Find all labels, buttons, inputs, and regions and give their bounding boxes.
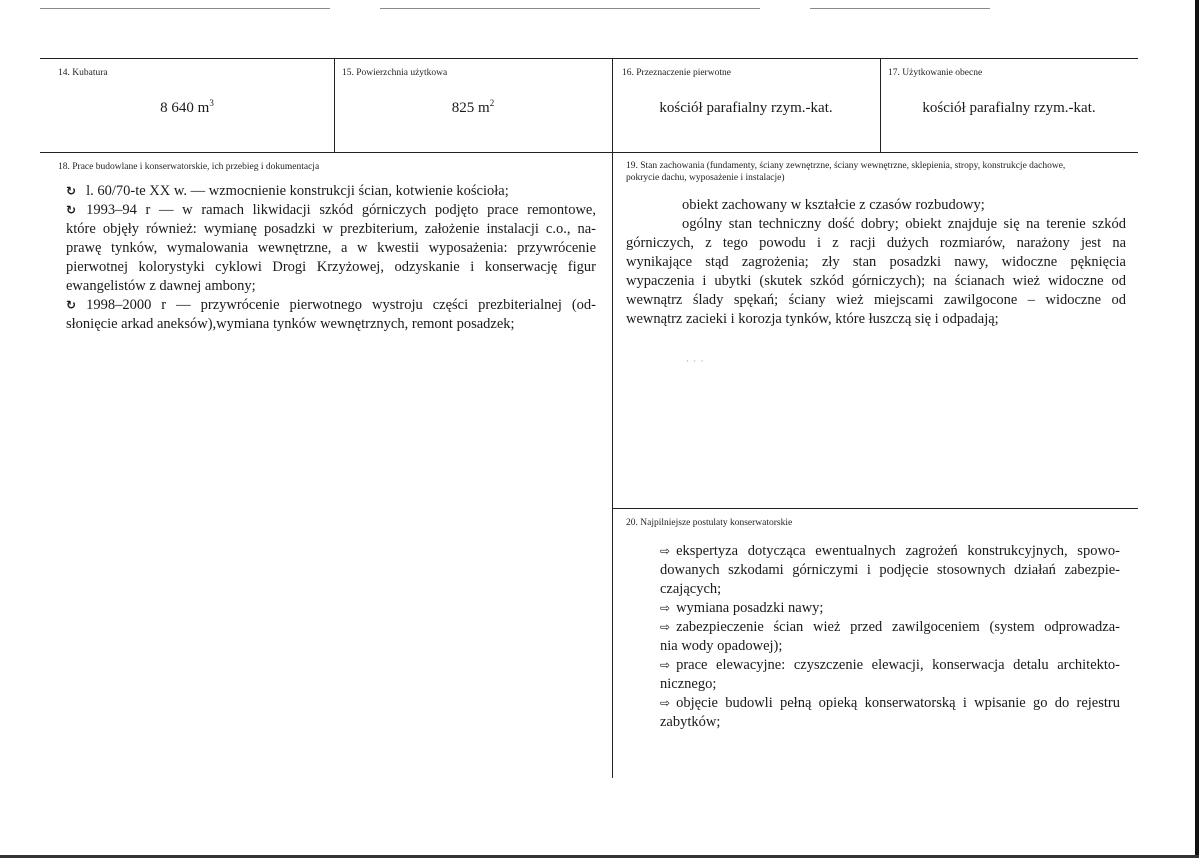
table-row-rule <box>40 152 1138 153</box>
text-line: pierwotnej kolorystyki cyklowi Drogi Krzyżowej, odzyskanie i konserwację figur <box>66 259 596 275</box>
outline-right-arrow-icon: ⇨ <box>660 620 671 634</box>
clockwise-arrow-icon: ↻ <box>66 203 77 217</box>
text-line: ewangelistów z dawnej ambony; <box>66 278 256 294</box>
table-top-rule <box>40 58 1138 59</box>
field-15-label: 15. Powierzchnia użytkowa <box>342 68 448 78</box>
outline-right-arrow-icon: ⇨ <box>660 601 671 615</box>
clockwise-arrow-icon: ↻ <box>66 184 77 198</box>
list-item: ⇨ objęcie budowli pełną opieką konserwatorską i wpisanie go do rejestru <box>660 695 1120 711</box>
text-line: wynikające stąd zagrożenia; zły stan posadzki nawy, widoczne pęknięcia <box>626 254 1126 270</box>
outline-right-arrow-icon: ⇨ <box>660 696 671 710</box>
list-item: ⇨ prace elewacyjne: czyszczenie elewacji, konserwacja detalu architekto- <box>660 657 1120 673</box>
field-20-label: 20. Najpilniejsze postulaty konserwatorskie <box>626 518 793 528</box>
field-20-content <box>660 542 1120 732</box>
outline-right-arrow-icon: ⇨ <box>660 658 671 672</box>
field-19-content <box>626 196 1126 329</box>
field-18-label: 18. Prace budowlane i konserwatorskie, ich przebieg i dokumentacja <box>58 162 320 172</box>
field-14-label: 14. Kubatura <box>58 68 108 78</box>
text-line: które objęły również: wymianę posadzki w prezbiterium, założenie instalacji c.o., na- <box>66 221 596 237</box>
text-line: wewnątrz zacieki i korozja tynków, które łuszczą się i odpadają; <box>626 311 999 327</box>
page-edge <box>1195 0 1199 858</box>
scan-artifact-line <box>40 8 330 9</box>
field-19-label: 19. Stan zachowania (fundamenty, ściany zewnętrzne, ściany wewnętrzne, sklepienia, stropy, konstrukcje dachowe, pokrycie dachu, wyposażenie i instalacje) <box>626 161 1066 183</box>
field-18-content <box>66 182 596 334</box>
field-14-value: 8 640 $m^3$ <box>160 98 214 116</box>
field-17-label: 17. Użytkowanie obecne <box>888 68 983 78</box>
outline-right-arrow-icon: ⇨ <box>660 544 671 558</box>
text-line: słonięcie arkad aneksów),wymiana tynków wewnętrznych, remont posadzek; <box>66 316 515 332</box>
field-17-value: kościół parafialny rzym.-kat. <box>922 100 1096 116</box>
list-item: ⇨ zabezpieczenie ścian wież przed zawilgoceniem (system odprowadza- <box>660 619 1120 635</box>
text-line: nia wody opadowej); <box>660 638 783 654</box>
column-divider <box>612 58 613 778</box>
text-line: ogólny stan techniczny dość dobry; obiekt znajduje się na terenie szkód <box>682 216 1126 232</box>
text-line: prawę tynków, wymalowania wewnętrzne, a w kwestii wyposażenia: przywrócenie <box>66 240 596 256</box>
text-line: górniczych, z tego powodu i z racji dużych rozmiarów, narażony jest na <box>626 235 1126 251</box>
field-16-value: kościół parafialny rzym.-kat. <box>659 100 833 116</box>
scan-artifact-line <box>810 8 990 9</box>
list-item: ↻ 1993–94 r — w ramach likwidacji szkód górniczych podjęto prace remontowe, <box>66 202 596 218</box>
text-line: dowanych szkodami górniczymi i podjęcie stosownych działań zabezpie- <box>660 562 1120 578</box>
clockwise-arrow-icon: ↻ <box>66 298 77 312</box>
text-line: zabytków; <box>660 714 721 730</box>
text-line: czających; <box>660 581 722 597</box>
scan-artifact-line <box>380 8 760 9</box>
table-row-rule <box>612 508 1138 509</box>
text-line: wewnątrz ślady spękań; ściany wież miejscami zawilgocone – widoczne od <box>626 292 1126 308</box>
field-16-label: 16. Przeznaczenie pierwotne <box>622 68 731 78</box>
list-item: ⇨ wymiana posadzki nawy; <box>660 600 824 616</box>
field-15-value: 825 $m^2$ <box>451 98 495 116</box>
list-item: ↻ l. 60/70-te XX w. — wzmocnienie konstrukcji ścian, kotwienie kościoła; <box>66 183 509 199</box>
list-item: ⇨ ekspertyza dotycząca ewentualnych zagrożeń konstrukcyjnych, spowo- <box>660 543 1120 559</box>
text-line: obiekt zachowany w kształcie z czasów rozbudowy; <box>682 197 985 213</box>
list-item: ↻ 1998–2000 r — przywrócenie pierwotnego wystroju części prezbiterialnej (od- <box>66 297 596 313</box>
text-line: wypaczenia i ubytki (skutek szkód górniczych); na ścianach wież widoczne od <box>626 273 1126 289</box>
text-line: nicznego; <box>660 676 717 692</box>
scan-artifact-dots: · · · <box>686 356 705 366</box>
